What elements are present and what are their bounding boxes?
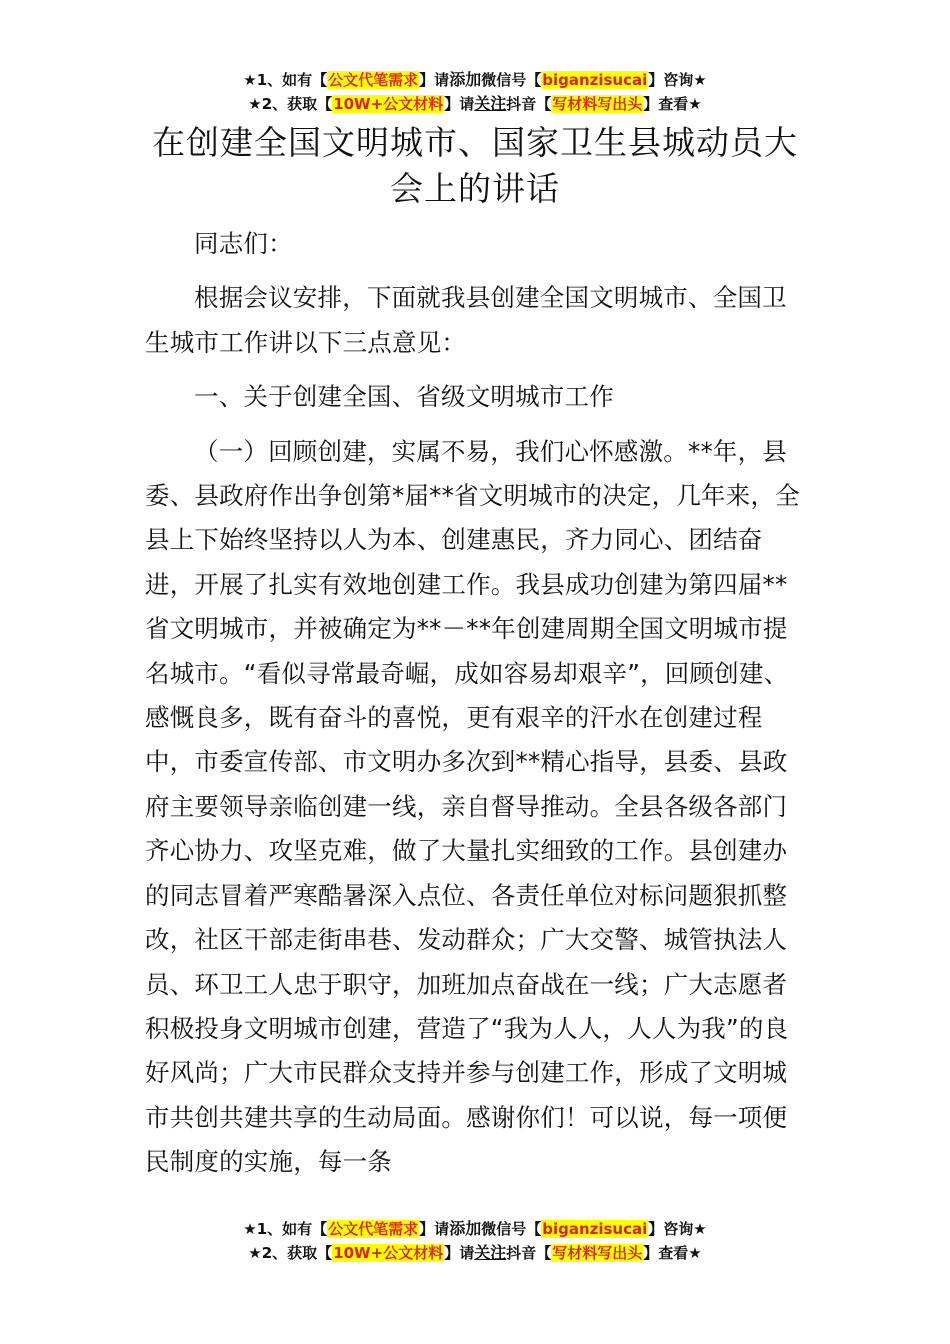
promo-line-1: ★1、如有【公文代笔需求】请添加微信号【biganzisucai】咨询★ <box>243 1219 707 1238</box>
wechat-id: biganzisucai <box>542 1220 648 1238</box>
promo-highlight: 公文代笔需求 <box>328 71 419 89</box>
promo-line-1: ★1、如有【公文代笔需求】请添加微信号【biganzisucai】咨询★ <box>243 70 707 89</box>
document-body <box>145 222 807 1185</box>
promo-highlight: 10W+公文材料 <box>333 1244 444 1262</box>
douyin-account: 写材料写出头 <box>552 95 643 113</box>
promo-line-2: ★2、获取【10W+公文材料】请关注抖音【写材料写出头】查看★ <box>248 94 702 113</box>
promo-banner-bottom <box>0 1217 950 1265</box>
promo-highlight: 10W+公文材料 <box>333 95 444 113</box>
section-heading: 一、关于创建全国、省级文明城市工作 <box>194 382 614 412</box>
salutation: 同志们： <box>194 229 293 258</box>
douyin-account: 写材料写出头 <box>552 1244 643 1262</box>
body-paragraph: （一）回顾创建，实属不易，我们心怀感激。**年，县委、县政府作出争创第*届**省文明城市的决定，几年来，全县上下始终坚持以人为本、创建惠民，齐力同心、团结奋进，开展了扎实有效地创建工作。我县成功创建为第四届**省文明城市，并被确定为**－**年创建周期全国文明城市提名城市。“看似寻常最奇崛，成如容易却艰辛”，回顾创建、感慨良多，既有奋斗的喜悦，更有艰辛的汗水在创建过程中，市委宣传部、市文明办多次到**精心指导，县委、县政府主要领导亲临创建一线，亲自督导推动。全县各级各部门齐心协力、攻坚克难，做了大量扎实细致的工作。县创建办的同志冒着严寒酷暑深入点位、各责任单位对标问题狠抓整改，社区干部走街串巷、发动群众；广大交警、城管执法人员、环卫工人忠于职守，加班加点奋战在一线；广大志愿者积极投身文明城市创建，营造了“我为人人，人人为我”的良好风尚；广大市民群众支持并参与创建工作，形成了文明城市共创共建共享的生动局面。感谢你们！可以说，每一项便民制度的实施，每一条 <box>145 436 800 1177</box>
wechat-id: biganzisucai <box>542 71 648 89</box>
promo-banner-top <box>0 68 950 116</box>
document-title: 在创建全国文明城市、国家卫生县城动员大会上的讲话 <box>152 123 798 208</box>
promo-highlight: 公文代笔需求 <box>328 1220 419 1238</box>
intro-paragraph: 根据会议安排，下面就我县创建全国文明城市、全国卫生城市工作讲以下三点意见： <box>145 283 787 357</box>
promo-line-2: ★2、获取【10W+公文材料】请关注抖音【写材料写出头】查看★ <box>248 1243 702 1262</box>
